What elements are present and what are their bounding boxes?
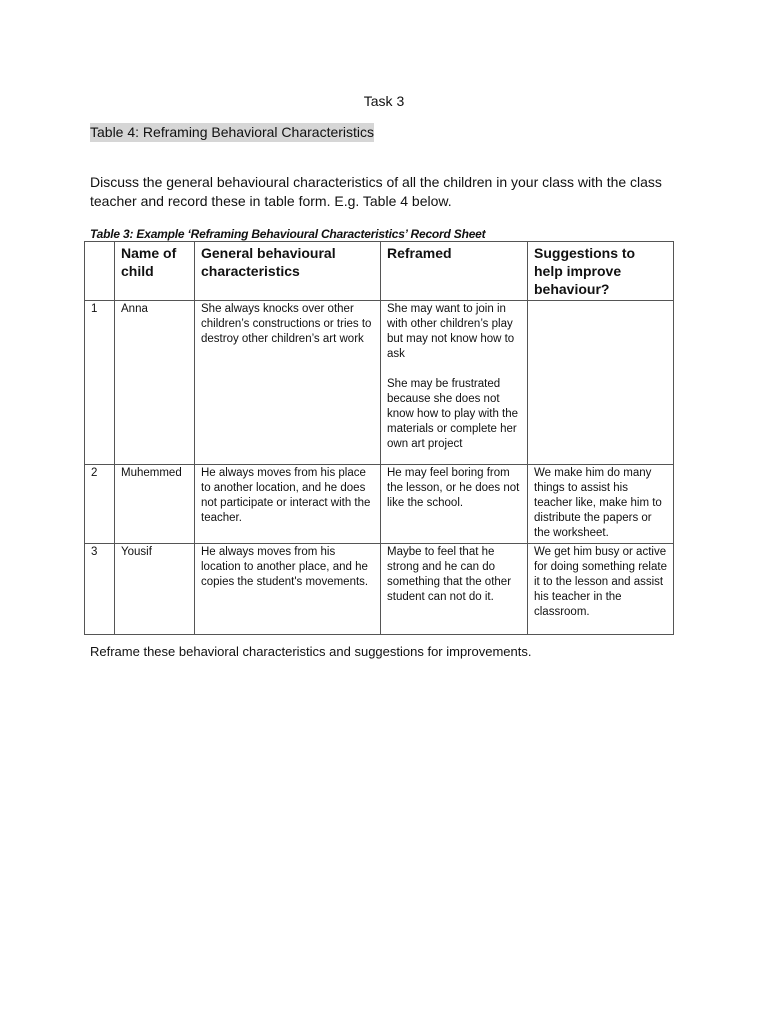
record-sheet-table	[84, 241, 674, 635]
header-general: General behavioural characteristics	[195, 242, 381, 301]
header-suggestions: Suggestions to help improve behaviour?	[528, 242, 674, 301]
intro-paragraph: Discuss the general behavioural characteristics of all the children in your class with the class teacher and record these in table form. E.g. Table 4 below.	[90, 174, 662, 209]
table-heading: Table 4: Reframing Behavioral Characteristics	[90, 124, 375, 140]
child-name: Anna	[115, 301, 195, 465]
row-number: 2	[85, 465, 115, 544]
row-number: 3	[85, 544, 115, 635]
header-number	[85, 242, 115, 301]
general-behaviour: She always knocks over other children’s constructions or tries to destroy other children’s art work	[195, 301, 381, 465]
header-reframed: Reframed	[381, 242, 528, 301]
general-behaviour: He always moves from his location to another place, and he copies the student's movements.	[195, 544, 381, 635]
suggestions: We make him do many things to assist his teacher like, make him to distribute the papers or the worksheet.	[528, 465, 674, 544]
reframed-text: He may feel boring from the lesson, or he does not like the school.	[387, 467, 520, 509]
table-caption: Table 3: Example ‘Reframing Behavioural Characteristics’ Record Sheet	[90, 227, 486, 241]
reframed-cell	[381, 301, 528, 465]
child-name: Muhemmed	[115, 465, 195, 544]
closing-paragraph: Reframe these behavioral characteristics and suggestions for improvements.	[90, 644, 532, 659]
task-title: Task 3	[363, 93, 405, 109]
general-behaviour: He always moves from his place to another location, and he does not participate or interact with the teacher.	[195, 465, 381, 544]
child-name: Yousif	[115, 544, 195, 635]
reframed-cell	[381, 544, 528, 635]
header-name: Name of child	[115, 242, 195, 301]
table-row	[85, 465, 674, 544]
reframed-text: She may be frustrated because she does not know how to play with the materials or complete her own art project	[387, 378, 519, 450]
table-header-row	[85, 242, 674, 301]
reframed-text: Maybe to feel that he strong and he can do something that the other student can not do it.	[387, 546, 512, 603]
suggestions	[528, 301, 674, 465]
reframed-text: She may want to join in with other children’s play but may not know how to ask	[387, 303, 515, 360]
reframed-cell	[381, 465, 528, 544]
table-row	[85, 544, 674, 635]
row-number: 1	[85, 301, 115, 465]
table-row	[85, 301, 674, 465]
suggestions: We get him busy or active for doing something relate it to the lesson and assist his teacher in the classroom.	[528, 544, 674, 635]
